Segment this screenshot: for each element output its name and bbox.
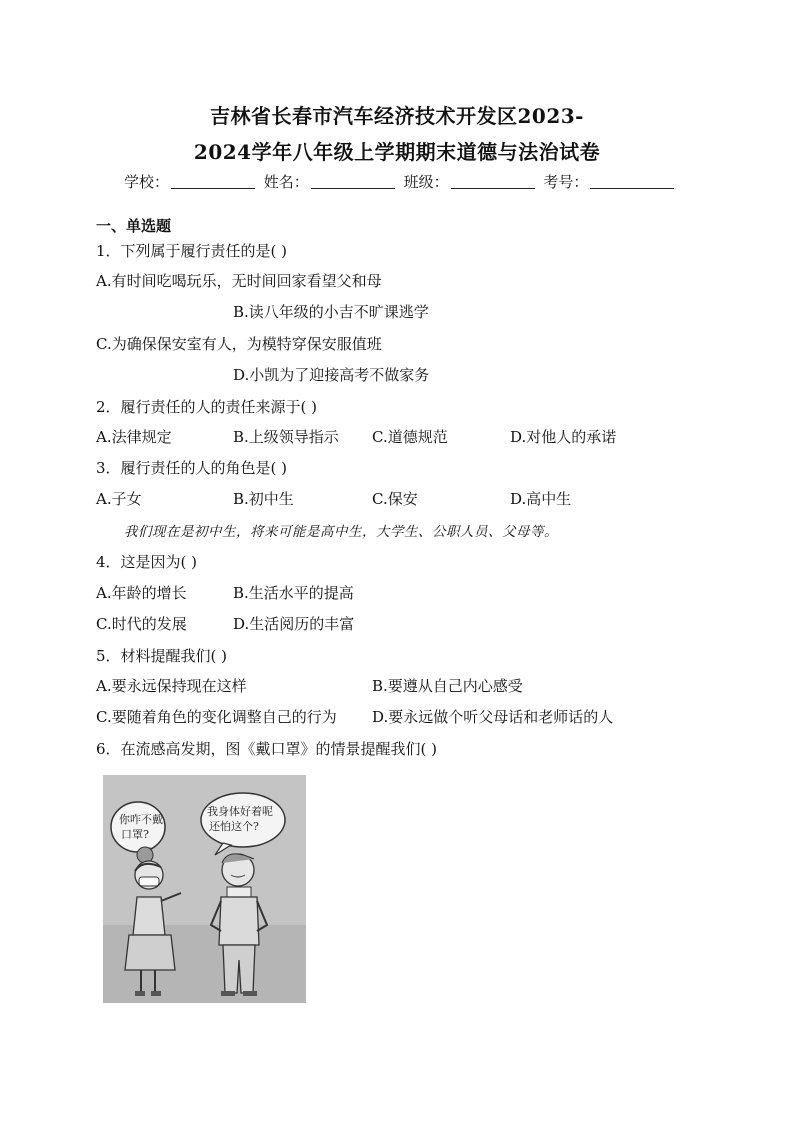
exam-number-label: 考号：	[543, 173, 589, 191]
question-3-option-c: C.保安	[372, 490, 418, 508]
exam-title-line-2: 2024学年八年级上学期期末道德与法治试卷	[193, 140, 601, 164]
question-2-stem: 2．履行责任的人的责任来源于( )	[96, 398, 318, 416]
question-2-option-b: B.上级领导指示	[233, 428, 339, 446]
right-bubble-line-2: 还怕这个?	[209, 820, 259, 833]
question-3-option-b: B.初中生	[233, 490, 294, 508]
question-4-option-d: D.生活阅历的丰富	[233, 615, 355, 633]
question-5-option-a: A.要永远保持现在这样	[96, 677, 247, 695]
question-6-stem: 6．在流感高发期，图《戴口罩》的情景提醒我们( )	[96, 740, 438, 758]
class-blank[interactable]	[451, 174, 535, 189]
question-3-stem: 3．履行责任的人的角色是( )	[96, 459, 288, 477]
question-2-option-d: D.对他人的承诺	[510, 428, 617, 446]
question-4-option-a: A.年龄的增长	[96, 584, 187, 602]
section-heading: 一、单选题	[96, 217, 172, 235]
question-4-stem: 4．这是因为( )	[96, 553, 198, 571]
question-2-option-a: A.法律规定	[96, 428, 172, 446]
right-bubble-line-1: 我身体好着呢	[207, 805, 273, 818]
school-label: 学校：	[124, 173, 170, 191]
question-4-option-c: C.时代的发展	[96, 615, 187, 633]
question-3-option-d: D.高中生	[510, 490, 572, 508]
left-bubble-line-2: 口罩?	[121, 828, 149, 841]
question-5-option-d: D.要永远做个听父母话和老师话的人	[372, 708, 614, 726]
question-1-option-d: D.小凯为了迎接高考不做家务	[233, 366, 430, 384]
question-2-option-c: C.道德规范	[372, 428, 448, 446]
material-text: 我们现在是初中生，将来可能是高中生，大学生、公职人员、父母等。	[124, 524, 558, 540]
question-1-option-c: C.为确保保安室有人，为模特穿保安服值班	[96, 335, 382, 353]
question-3-option-a: A.子女	[96, 490, 142, 508]
question-5-option-c: C.要随着角色的变化调整自己的行为	[96, 708, 337, 726]
name-label: 姓名：	[263, 173, 309, 191]
question-1-option-b: B.读八年级的小吉不旷课逃学	[233, 303, 429, 321]
left-bubble-line-1: 你咋不戴	[119, 813, 163, 826]
question-5-stem: 5．材料提醒我们( )	[96, 647, 228, 665]
question-1-stem: 1．下列属于履行责任的是( )	[96, 242, 288, 260]
exam-number-blank[interactable]	[590, 174, 674, 189]
mask-cartoon-illustration	[103, 775, 306, 1003]
name-blank[interactable]	[311, 174, 395, 189]
question-5-option-b: B.要遵从自己内心感受	[372, 677, 523, 695]
class-label: 班级：	[403, 173, 449, 191]
school-blank[interactable]	[171, 174, 255, 189]
question-1-option-a: A.有时间吃喝玩乐，无时间回家看望父和母	[96, 272, 382, 290]
question-4-option-b: B.生活水平的提高	[233, 584, 354, 602]
exam-title-line-1: 吉林省长春市汽车经济技术开发区2023-	[210, 104, 584, 128]
mask-cartoon-figure	[103, 775, 306, 1003]
student-info-row	[124, 171, 684, 192]
